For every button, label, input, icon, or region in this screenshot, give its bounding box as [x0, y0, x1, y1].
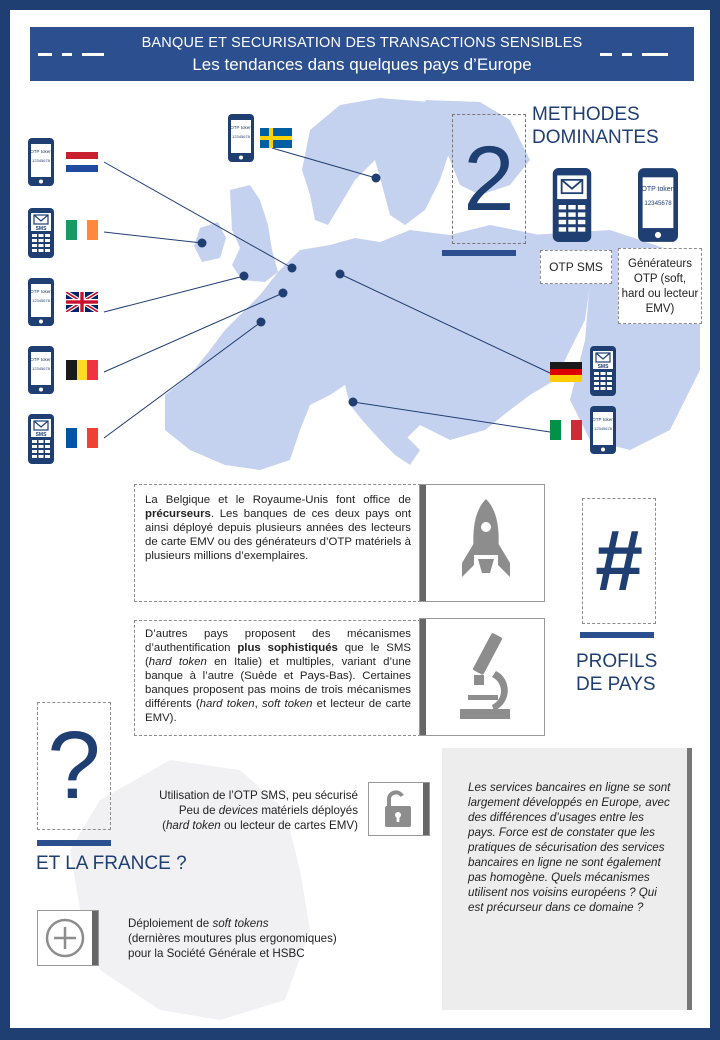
infographic	[10, 10, 710, 1028]
ireland-flag-icon	[66, 220, 98, 240]
france-question-box	[37, 702, 111, 830]
otp-label: OTP token	[230, 125, 252, 130]
rocket-icon	[456, 497, 516, 589]
svg-text:OTP token: OTP token	[30, 289, 52, 294]
header-banner	[30, 27, 694, 81]
profiles-symbol: #	[595, 513, 643, 609]
svg-text:OTP token: OTP token	[641, 186, 675, 194]
otp-sms-label: OTP SMS	[549, 260, 603, 274]
otp-sms-label-box	[540, 250, 612, 284]
svg-text:SMS: SMS	[597, 364, 609, 370]
svg-text:OTP token: OTP token	[592, 417, 614, 422]
sms-phone-icon	[28, 414, 54, 469]
france-underline	[37, 840, 111, 846]
svg-text:12345678: 12345678	[32, 158, 50, 163]
methods-count: 2	[452, 114, 526, 244]
svg-text:12345678: 12345678	[644, 200, 672, 207]
methods-heading: METHODES DOMINANTES	[532, 104, 659, 148]
question-mark-icon: ?	[47, 712, 101, 819]
plus-circle-icon	[44, 917, 86, 959]
netherlands-flag-icon	[66, 152, 98, 172]
summary-text: Les services bancaires en ligne se sont largement développés en Europe, avec des différences d’usages entre les pays. Force est de constater que les pratiques de sécurisation des services bancaires en ligne ne sont également pas homogène. Quels mécanismes utilisent nos voisins européens ? Qui est précurseur dans ce domaine ?	[468, 781, 671, 914]
svg-text:12345678: 12345678	[594, 426, 612, 431]
svg-text:12345678: 12345678	[32, 366, 50, 371]
sophisticated-text: D’autres pays proposent des mécanismes d’authentification plus sophistiqués que le SMS (hard token en Italie) et multiples, variant d’une banque à l’autre (Suède et Pays-Bas). Certaines banques proposent pas moins de trois mécanismes différents (hard token, soft token et lecteur de carte EMV).	[145, 628, 411, 724]
otp-phone-icon	[590, 406, 616, 459]
france-sms-text: Utilisation de l’OTP SMS, peu sécurisé Peu de devices matériels déployés (hard token ou lecteur de cartes EMV)	[159, 789, 358, 832]
header-title: BANQUE ET SECURISATION DES TRANSACTIONS SENSIBLES	[141, 35, 583, 51]
france-flag-icon	[66, 428, 98, 448]
profiles-heading: PROFILS DE PAYS	[576, 651, 658, 695]
france-heading: ET LA FRANCE ?	[36, 853, 187, 874]
svg-text:12345678: 12345678	[32, 298, 50, 303]
microscope-icon-box	[419, 618, 545, 736]
rocket-icon-box	[419, 484, 545, 602]
sophisticated-box	[134, 620, 421, 736]
sms-phone-icon	[550, 168, 594, 247]
otp-phone-icon	[28, 138, 54, 191]
svg-text:SMS: SMS	[35, 226, 47, 232]
otp-generators-label-box	[618, 248, 702, 324]
germany-flag-icon	[550, 362, 582, 382]
profiles-underline	[580, 632, 654, 638]
plus-icon-box	[37, 910, 99, 966]
uk-flag-icon	[66, 292, 98, 312]
sms-phone-icon	[590, 346, 616, 401]
unlocked-padlock-icon	[383, 789, 413, 829]
microscope-icon	[452, 631, 518, 723]
otp-phone-icon	[228, 114, 254, 167]
belgium-flag-icon	[66, 360, 98, 380]
sweden-flag-icon	[260, 128, 292, 148]
summary-panel	[442, 748, 692, 1010]
france-soft-token-text: Déploiement de soft tokens (dernières moutures plus ergonomiques) pour la Société Générale et HSBC	[128, 917, 337, 960]
header-subtitle: Les tendances dans quelques pays d’Europe	[192, 55, 532, 74]
precursors-box	[134, 484, 421, 602]
precursors-text: La Belgique et le Royaume-Unis font office de précurseurs. Les banques de ces deux pays ont ainsi déployé depuis plusieurs années des lecteurs de carte EMV ou des générateurs d’OTP matériels à plusieurs millions d’exemplaires.	[145, 494, 411, 562]
otp-generators-label: Générateurs OTP (soft, hard ou lecteur EMV)	[621, 258, 699, 315]
otp-phone-icon	[638, 168, 678, 247]
svg-text:OTP token: OTP token	[30, 149, 52, 154]
profiles-symbol-box	[582, 498, 656, 624]
otp-phone-icon	[28, 278, 54, 331]
lock-icon-box	[368, 782, 430, 836]
sms-phone-icon	[28, 208, 54, 263]
svg-text:SMS: SMS	[35, 432, 47, 438]
italy-flag-icon	[550, 420, 582, 440]
svg-text:OTP token: OTP token	[30, 357, 52, 362]
methods-underline	[442, 250, 516, 256]
otp-phone-icon	[28, 346, 54, 399]
svg-text:12345678: 12345678	[232, 134, 250, 139]
